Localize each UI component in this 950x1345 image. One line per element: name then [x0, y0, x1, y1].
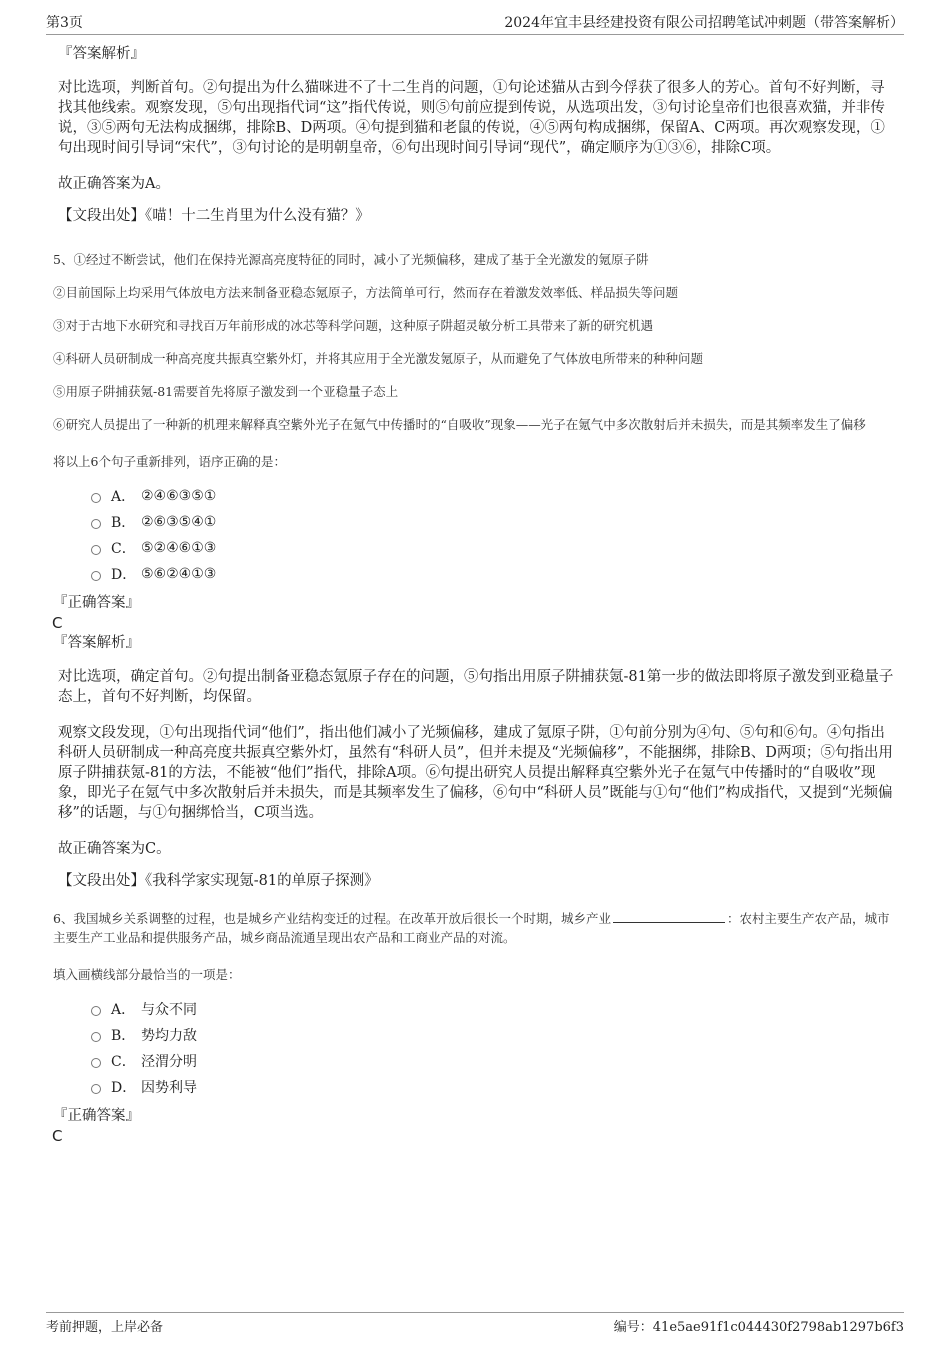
q5-option-a[interactable] — [91, 483, 898, 509]
q6-option-c[interactable] — [91, 1048, 898, 1074]
option-text: ②⑥③⑤④① — [141, 514, 217, 530]
option-text: 泾渭分明 — [141, 1054, 197, 1070]
q5-source: 【文段出处】《我科学家实现氪-81的单原子探测》 — [58, 873, 379, 889]
option-text: 因势利导 — [141, 1080, 197, 1096]
radio-icon[interactable] — [91, 571, 101, 581]
q5-option-c[interactable] — [91, 535, 898, 561]
q5-correct-label: 『正确答案』 — [53, 595, 140, 611]
radio-icon[interactable] — [91, 1032, 101, 1042]
q6-options — [91, 996, 898, 1100]
option-letter: A． — [111, 489, 136, 505]
q5-analysis-label: 『答案解析』 — [53, 635, 140, 651]
q6-prompt: 填入画横线部分最恰当的一项是： — [53, 967, 241, 982]
footer-slogan: 考前押题，上岸必备 — [46, 1320, 164, 1335]
q4-conclusion: 故正确答案为A。 — [58, 176, 170, 192]
page-header — [46, 12, 904, 35]
q6-stem — [53, 909, 898, 947]
q6-option-d[interactable] — [91, 1074, 898, 1100]
option-text: 与众不同 — [141, 1002, 197, 1018]
q5-correct-answer: C — [52, 614, 63, 632]
q5-sentence-4: ④科研人员研制成一种高亮度共振真空紫外灯，并将其应用于全光激发氪原子，从而避免了气体放电所带来的种种问题 — [53, 351, 704, 366]
radio-icon[interactable] — [91, 1006, 101, 1016]
q6-stem-before: 6、我国城乡关系调整的过程，也是城乡产业结构变迁的过程。在改革开放后很长一个时期，城乡产业 — [53, 911, 611, 926]
q4-source: 【文段出处】《喵！十二生肖里为什么没有猫？》 — [58, 208, 370, 224]
q5-sentence-1: 5、①经过不断尝试，他们在保持光源高亮度特征的同时，减小了光频偏移，建成了基于全光激发的氪原子阱 — [53, 252, 649, 267]
q5-option-d[interactable] — [91, 561, 898, 587]
q5-conclusion: 故正确答案为C。 — [58, 841, 171, 857]
option-letter: C． — [111, 541, 136, 557]
q4-analysis-label: 『答案解析』 — [58, 46, 145, 62]
option-letter: B． — [111, 1028, 136, 1044]
option-letter: A． — [111, 1002, 136, 1018]
question-6 — [53, 909, 898, 1146]
q5-sentence-3: ③对于古地下水研究和寻找百万年前形成的冰芯等科学问题，这种原子阱超灵敏分析工具带来了新的研究机遇 — [53, 318, 654, 333]
radio-icon[interactable] — [91, 493, 101, 503]
q6-stem-after: ：农村主要生产农产品，城市主要生产工业品和提供服务产品，城乡商品流通呈现出农产品和工商业产品的对流。 — [53, 911, 890, 945]
q5-sentence-6: ⑥研究人员提出了一种新的机理来解释真空紫外光子在氪气中传播时的“自吸收”现象——光子在氪气中多次散射后并未损失，而是其频率发生了偏移 — [53, 417, 866, 432]
option-text: 势均力敌 — [141, 1028, 197, 1044]
option-text: ⑤②④⑥①③ — [141, 540, 217, 556]
q5-option-b[interactable] — [91, 509, 898, 535]
radio-icon[interactable] — [91, 545, 101, 555]
q5-analysis-text-2: 观察文段发现，①句出现指代词“他们”，指出他们减小了光频偏移，建成了氪原子阱，①句前分别为④句、⑤句和⑥句。④句指出科研人员研制成一种高亮度共振真空紫外灯，虽然有“科研人员”，但并未提及“光频偏移”，不能捆绑，排除B、D两项；⑤句指出用原子阱捕获氪-81的方法，不能被“他们”指代，排除A项。⑥句提出研究人员提出解释真空紫外光子在氪气中传播时的“自吸收”现象，即光子在氪气中多次散射后并未损失，而是其频率发生了偏移，⑥句中“科研人员”既能与①句“他们”构成指代，又提到“光频偏移”的话题，与①句捆绑恰当，C项当选。 — [58, 725, 893, 821]
option-letter: C． — [111, 1054, 136, 1070]
page-footer — [46, 1312, 904, 1342]
q5-sentence-5: ⑤用原子阱捕获氪-81需要首先将原子激发到一个亚稳量子态上 — [53, 384, 399, 399]
q5-prompt: 将以上6个句子重新排列，语序正确的是： — [53, 454, 286, 469]
option-text: ⑤⑥②④①③ — [141, 566, 217, 582]
q6-correct-answer: C — [52, 1127, 63, 1145]
q5-analysis-text-1: 对比选项，确定首句。②句提出制备亚稳态氪原子存在的问题，⑤句指出用原子阱捕获氪-81第一步的做法即将原子激发到亚稳量子态上，首句不好判断，均保留。 — [58, 669, 894, 705]
fill-blank — [613, 910, 725, 923]
q5-sentence-2: ②目前国际上均采用气体放电方法来制备亚稳态氪原子，方法简单可行，然而存在着激发效率低、样品损失等问题 — [53, 285, 679, 300]
radio-icon[interactable] — [91, 1058, 101, 1068]
option-letter: D． — [111, 1080, 137, 1096]
radio-icon[interactable] — [91, 519, 101, 529]
option-text: ②④⑥③⑤① — [141, 488, 217, 504]
q5-options — [91, 483, 898, 587]
option-letter: D． — [111, 567, 137, 583]
question-5 — [53, 250, 898, 653]
document-id: 编号：41e5ae91f1c044430f2798ab1297b6f3 — [613, 1320, 904, 1335]
q4-analysis-text: 对比选项，判断首句。②句提出为什么猫咪进不了十二生肖的问题，①句论述猫从古到今俘获了很多人的芳心。首句不好判断，寻找其他线索。观察发现，⑤句出现指代词“这”指代传说，则⑤句前应提到传说，从选项出发，③句讨论皇帝们也很喜欢猫，并非传说，③⑤两句无法构成捆绑，排除B、D两项。④句提到猫和老鼠的传说，④⑤两句构成捆绑，保留A、C两项。再次观察发现，①句出现时间引导词“宋代”，③句讨论的是明朝皇帝，⑥句出现时间引导词“现代”，确定顺序为①③⑥，排除C项。 — [58, 80, 885, 156]
page-number: 第3页 — [46, 15, 83, 31]
content — [52, 44, 898, 1146]
option-letter: B． — [111, 515, 136, 531]
q6-option-a[interactable] — [91, 996, 898, 1022]
q6-correct-label: 『正确答案』 — [53, 1108, 140, 1124]
document-title: 2024年宜丰县经建投资有限公司招聘笔试冲刺题（带答案解析） — [504, 15, 904, 31]
q6-option-b[interactable] — [91, 1022, 898, 1048]
radio-icon[interactable] — [91, 1084, 101, 1094]
